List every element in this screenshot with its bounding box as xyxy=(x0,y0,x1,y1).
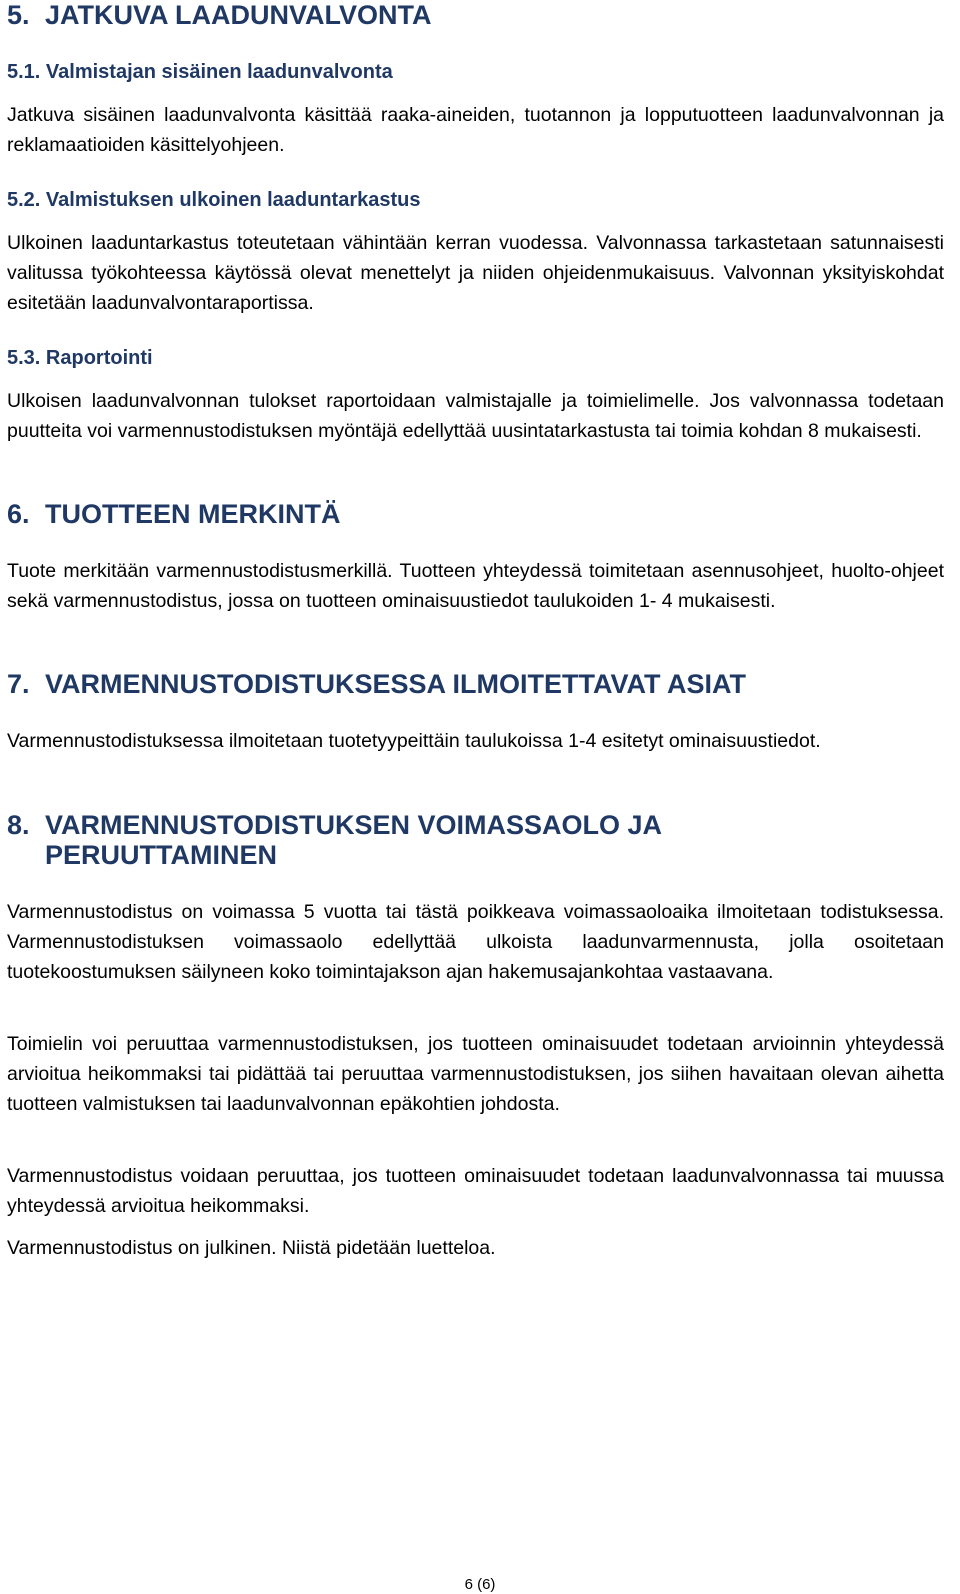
heading-section-7 xyxy=(7,669,944,699)
heading-section-5 xyxy=(7,0,944,30)
heading-number: 7. xyxy=(7,669,30,699)
page-number: 6 (6) xyxy=(464,1576,496,1593)
paragraph-5-1: Jatkuva sisäinen laadunvalvonta käsittää raaka-aineiden, tuotannon ja lopputuotteen laadunvalvonnan ja reklamaatioiden käsittelyohjeen. xyxy=(7,104,944,156)
paragraph-5-2: Ulkoinen laaduntarkastus toteutetaan vähintään kerran vuodessa. Valvonnassa tarkastetaan satunnaisesti valitussa työkohteessa käytössä olevat menettelyt ja niiden ohjeidenmukaisuus. Valvonnan yksityiskohdat esitetään laadunvalvontaraportissa. xyxy=(7,232,944,314)
heading-title: VARMENNUSTODISTUKSESSA ILMOITETTAVAT ASIAT xyxy=(45,669,746,699)
heading-number: 6. xyxy=(7,499,30,529)
paragraph-8-1: Varmennustodistus on voimassa 5 vuotta tai tästä poikkeava voimassaoloaika ilmoitetaan todistuksessa. Varmennustodistuksen voimassaolo edellyttää ulkoista laadunvarmennusta, jolla osoitetaan tuotekoostumuksen säilyneen koko toimintajakson ajan hakemusajankohtaa vastaavana. xyxy=(7,901,944,983)
heading-section-5-3: 5.3. Raportointi xyxy=(7,347,153,369)
heading-number: 5. xyxy=(7,0,30,30)
heading-title: TUOTTEEN MERKINTÄ xyxy=(45,499,341,529)
heading-number: 8. xyxy=(7,810,30,840)
paragraph-6: Tuote merkitään varmennustodistusmerkillä. Tuotteen yhteydessä toimitetaan asennusohjeet, huolto-ohjeet sekä varmennustodistus, jossa on tuotteen ominaisuustiedot taulukoiden 1- 4 mukaisesti. xyxy=(7,560,944,612)
heading-section-8 xyxy=(7,810,944,870)
heading-title: JATKUVA LAADUNVALVONTA xyxy=(45,0,432,30)
paragraph-8-2: Toimielin voi peruuttaa varmennustodistuksen, jos tuotteen ominaisuudet todetaan arvioinnin yhteydessä arvioitua heikommaksi tai pidättää tai peruuttaa varmennustodistuksen, jos siihen havaitaan olevan aihetta tuotteen valmistuksen tai laadunvalvonnan epäkohtien johdosta. xyxy=(7,1033,944,1115)
heading-title xyxy=(45,810,662,870)
heading-section-6 xyxy=(7,499,944,529)
paragraph-8-4: Varmennustodistus on julkinen. Niistä pidetään luetteloa. xyxy=(7,1237,496,1259)
heading-title-line-1: VARMENNUSTODISTUKSEN VOIMASSAOLO JA xyxy=(45,810,663,840)
paragraph-8-3: Varmennustodistus voidaan peruuttaa, jos tuotteen ominaisuudet todetaan laadunvalvonnassa tai muussa yhteydessä arvioitua heikommaksi. xyxy=(7,1165,944,1217)
heading-section-5-2: 5.2. Valmistuksen ulkoinen laaduntarkastus xyxy=(7,189,421,211)
paragraph-5-3: Ulkoisen laadunvalvonnan tulokset raportoidaan valmistajalle ja toimielimelle. Jos valvonnassa todetaan puutteita voi varmennustodistuksen myöntäjä edellyttää uusintatarkastusta tai toimia kohdan 8 mukaisesti. xyxy=(7,390,944,442)
heading-section-5-1: 5.1. Valmistajan sisäinen laadunvalvonta xyxy=(7,61,393,83)
paragraph-7: Varmennustodistuksessa ilmoitetaan tuotetyypeittäin taulukoissa 1-4 esitetyt ominaisuustiedot. xyxy=(7,730,821,752)
heading-title-line-2: PERUUTTAMINEN xyxy=(45,840,277,870)
